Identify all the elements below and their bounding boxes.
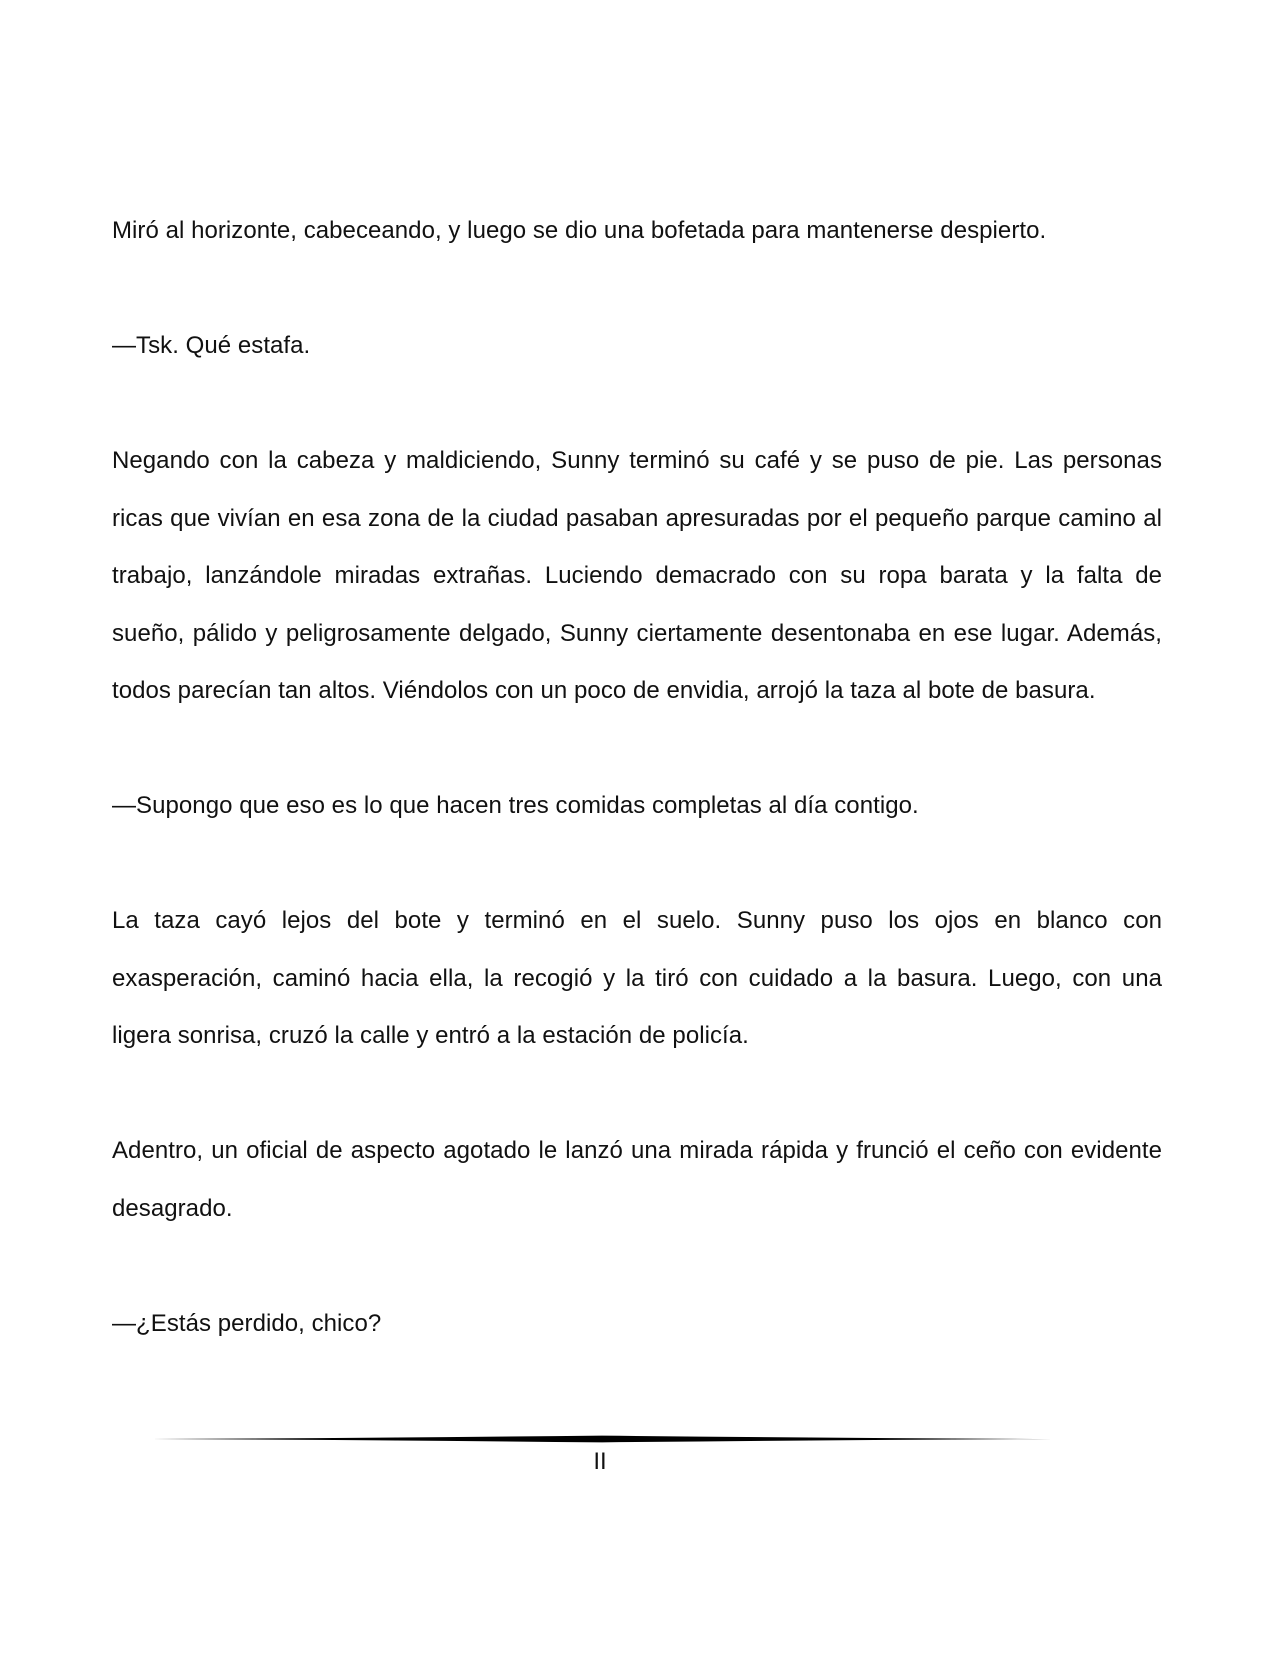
page-number: II [593, 1448, 607, 1475]
paragraph-3: La taza cayó lejos del bote y terminó en el suelo. Sunny puso los ojos en blanco con exasperación, caminó hacia ella, la recogió y la tiró con cuidado a la basura. Luego, con una ligera sonrisa, cruzó la calle y entró a la estación de policía. [112, 907, 1162, 1049]
dialogue-1: —Tsk. Qué estafa. [112, 332, 311, 359]
footer-divider [152, 1434, 1052, 1444]
paragraph-gap [112, 375, 1162, 433]
paragraph-2: Negando con la cabeza y maldiciendo, Sunny terminó su café y se puso de pie. Las personas ricas que vivían en esa zona de la ciudad pasaban apresuradas por el pequeño parque camino al trabajo, lanzándole miradas extrañas. Luciendo demacrado con su ropa barata y la falta de sueño, pálido y peligrosamente delgado, Sunny ciertamente desentonaba en ese lugar. Además, todos parecían tan altos. Viéndolos con un poco de envidia, arrojó la taza al bote de basura. [112, 447, 1162, 704]
paragraph-gap [112, 835, 1162, 893]
paragraph-4: Adentro, un oficial de aspecto agotado le lanzó una mirada rápida y frunció el ceño con evidente desagrado. [112, 1137, 1162, 1222]
divider-swash [152, 1436, 1052, 1443]
paragraph-gap [112, 1065, 1162, 1123]
body-text [112, 202, 1162, 1352]
dialogue-3: —¿Estás perdido, chico? [112, 1309, 382, 1337]
paragraph-gap [112, 1237, 1162, 1295]
paragraph-gap [112, 720, 1162, 778]
paragraph-gap [112, 260, 1162, 318]
dialogue-2: —Supongo que eso es lo que hacen tres comidas completas al día contigo. [112, 792, 919, 819]
paragraph-1: Miró al horizonte, cabeceando, y luego se dio una bofetada para mantenerse despierto. [112, 217, 1047, 244]
